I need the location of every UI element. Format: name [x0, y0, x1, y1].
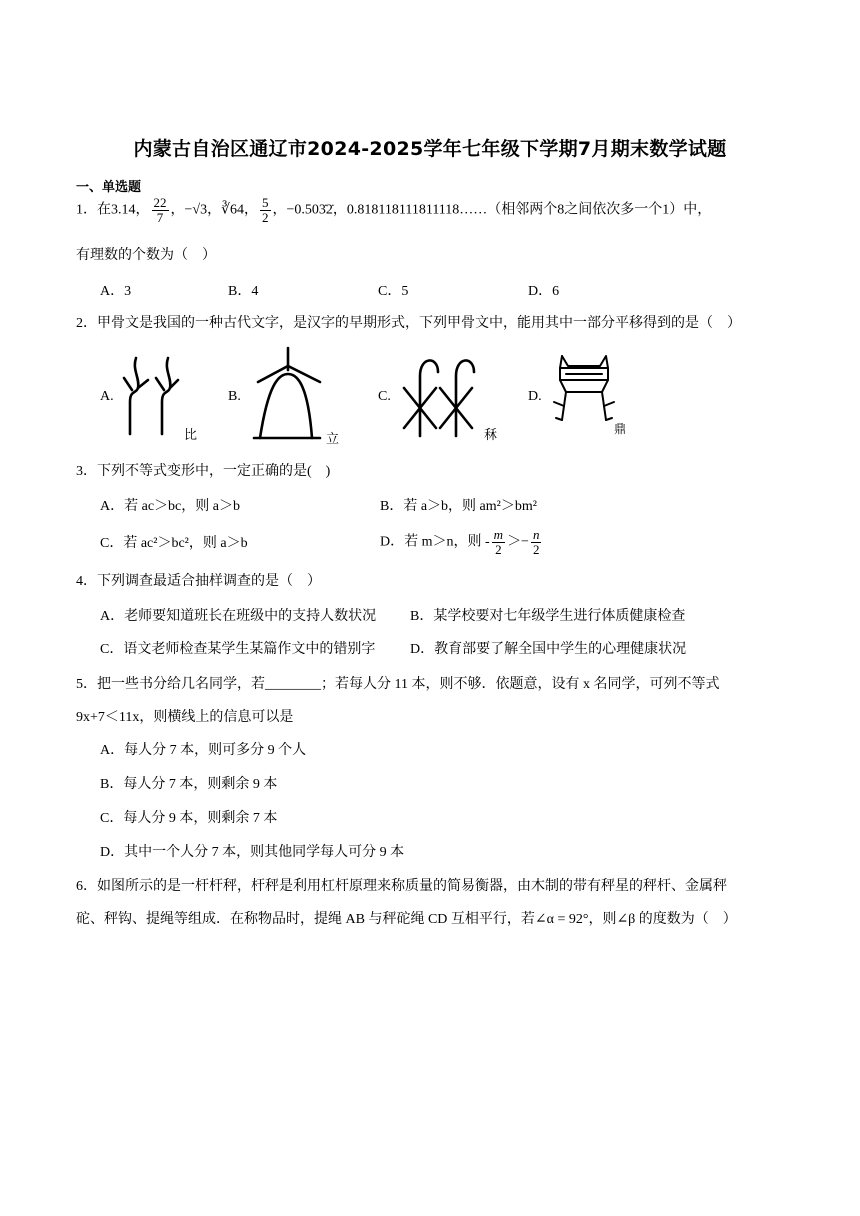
question-5-line-2: 9x+7＜11x，则横线上的信息可以是: [76, 710, 294, 725]
question-1-number: 1．: [76, 202, 97, 218]
question-2-option-c: C.: [378, 389, 391, 404]
question-1-option-c: C．5: [378, 284, 409, 299]
question-2-option-d: D.: [528, 389, 542, 404]
question-6-line-1: 6．如图所示的是一杆杆秤，杆秤是利用杠杆原理来称质量的简易衡器，由木制的带有秤星的秤杆、金属秤: [76, 879, 727, 894]
question-2-option-a: A.: [100, 389, 114, 404]
question-3-option-d: D．若 m＞n，则 - $\frac{m}{2}$ ＞− $\frac{n}{2}$: [380, 527, 540, 557]
question-5-line-1: 5．把一些书分给几名同学，若________；若每人分 11 本，则不够．依题意，设有 x 名同学，可列不等式: [76, 677, 720, 692]
glyph-caption-li-grain: 秝: [484, 428, 498, 443]
question-2-option-b: B.: [228, 389, 241, 404]
question-4-option-a: A．老师要知道班长在班级中的支持人数状况: [100, 609, 377, 624]
question-1-option-a: A．3: [100, 284, 132, 299]
fraction-m-2: $\frac{m}{2}$: [493, 527, 504, 557]
question-1-line-1: [76, 196, 711, 225]
question-1-text-mid: ，−√3，∛64，: [170, 202, 258, 218]
question-4-option-b: B．某学校要对七年级学生进行体质健康检查: [410, 609, 686, 624]
question-3-option-b: B．若 a＞b，则 am²＞bm²: [380, 499, 537, 514]
glyph-caption-bi: 比: [184, 428, 198, 443]
fraction-22-7: $\frac{22}{7}$: [153, 195, 167, 225]
question-3-option-a: A．若 ac＞bc，则 a＞b: [100, 499, 240, 514]
glyph-caption-ding: 鼎: [614, 422, 627, 436]
page-title: 内蒙古自治区通辽市2024-2025学年七年级下学期7月期末数学试题: [133, 138, 727, 160]
question-6-line-2: 砣、秤钩、提绳等组成．在称物品时，提绳 AB 与秤砣绳 CD 互相平行，若∠α = 92°，则∠β 的度数为（ ）: [76, 912, 737, 927]
question-4-option-c: C．语文老师检查某学生某篇作文中的错别字: [100, 642, 376, 657]
question-3-option-c: C．若 ac²＞bc²，则 a＞b: [100, 536, 248, 551]
question-1-text-tail: ，−0.503̇2̇，0.818118111811118……（相邻两个8之间依次多一个1）中，: [272, 202, 712, 218]
fraction-n-2: $\frac{n}{2}$: [532, 527, 540, 557]
oracle-glyph-li-grain-icon: [398, 348, 488, 438]
question-5-option-a: A．每人分 7 本，则可多分 9 个人: [100, 743, 307, 758]
question-1-option-b: B．4: [228, 284, 259, 299]
question-2-text: 2．甲骨文是我国的一种古代文字，是汉字的早期形式，下列甲骨文中，能用其中一部分平移得到的是（ ）: [76, 316, 741, 331]
question-4-option-d: D．教育部要了解全国中学生的心理健康状况: [410, 642, 687, 657]
oracle-glyph-bi-icon: [118, 350, 188, 442]
oracle-glyph-ding-icon: [552, 354, 618, 436]
question-1-option-d: D．6: [528, 284, 560, 299]
question-5-option-b: B．每人分 7 本，则剩余 9 本: [100, 777, 278, 792]
question-5-option-c: C．每人分 9 本，则剩余 7 本: [100, 811, 278, 826]
fraction-5-2: $\frac{5}{2}$: [262, 195, 269, 225]
question-1-text-pre: 在3.14，: [97, 202, 150, 218]
glyph-caption-li: 立: [326, 432, 340, 447]
question-1-line-2: 有理数的个数为（ ）: [76, 248, 216, 263]
oracle-glyph-li-icon: [250, 346, 330, 442]
question-4-text: 4．下列调查最适合抽样调查的是（ ）: [76, 574, 321, 589]
question-5-option-d: D．其中一个人分 7 本，则其他同学每人可分 9 本: [100, 845, 405, 860]
section-heading: 一、单选题: [76, 180, 142, 195]
question-3-text: 3．下列不等式变形中，一定正确的是( ): [76, 464, 331, 479]
